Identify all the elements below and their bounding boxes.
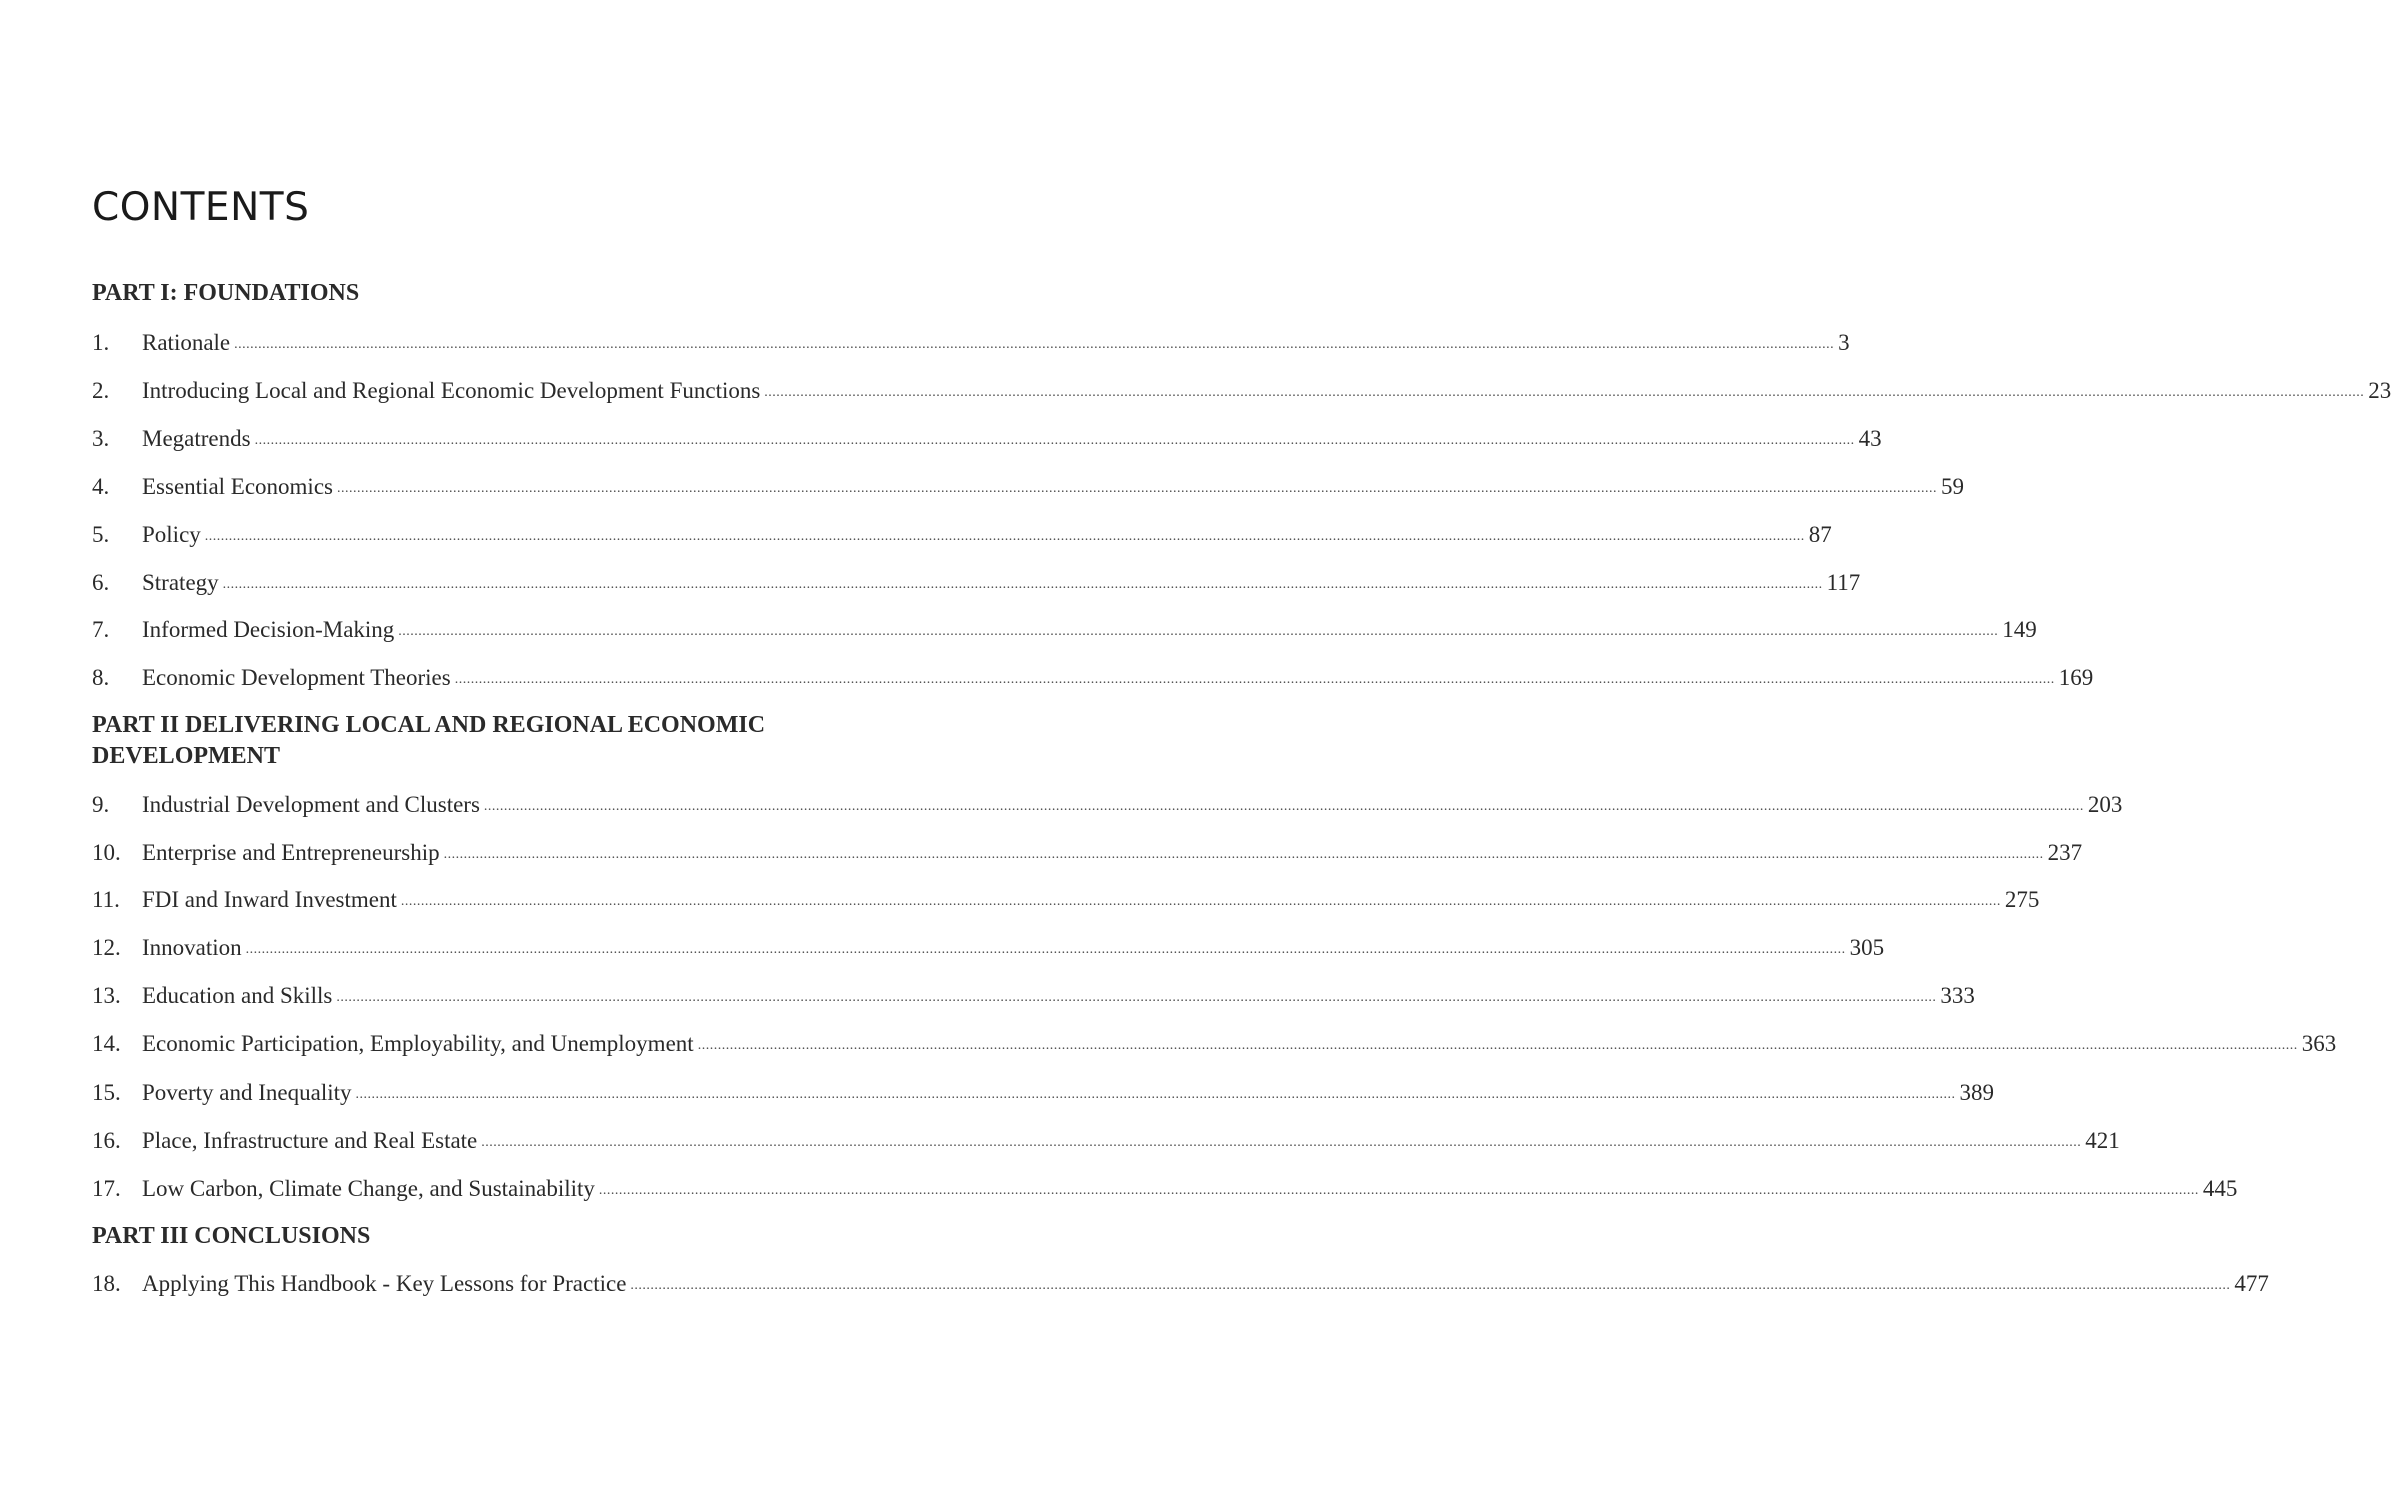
- chapter-number: 11.: [92, 887, 120, 912]
- dot-leader: ................................................................................................................................................................................................................................................................................................................................................................................................................: [598, 1183, 2199, 1198]
- page-number: 3: [1838, 330, 1850, 355]
- dot-leader: ................................................................................................................................................................................................................................................................................................................................................................................................................: [245, 942, 1846, 957]
- chapter-title: Economic Participation, Employability, and Unemployment: [142, 1031, 694, 1056]
- toc-entry-2[interactable]: [92, 375, 2391, 407]
- toc-entry-10[interactable]: [92, 837, 2083, 869]
- toc-entry-16[interactable]: [92, 1125, 2120, 1157]
- dot-leader: ................................................................................................................................................................................................................................................................................................................................................................................................................: [764, 385, 2365, 400]
- dot-leader: ................................................................................................................................................................................................................................................................................................................................................................................................................: [336, 990, 1937, 1005]
- page-number: 363: [2301, 1031, 2337, 1056]
- toc-entry-9[interactable]: [92, 789, 2123, 821]
- page-number: 477: [2234, 1271, 2269, 1296]
- page-number: 305: [1849, 935, 1885, 960]
- toc-entry-1[interactable]: [92, 327, 1850, 359]
- page-number: 43: [1858, 426, 1882, 451]
- page-title: CONTENTS: [92, 185, 310, 230]
- toc-entry-8[interactable]: [92, 662, 2094, 694]
- chapter-title: Industrial Development and Clusters: [142, 792, 480, 817]
- chapter-number: 5.: [92, 522, 110, 547]
- part-heading-3: PART III CONCLUSIONS: [92, 1223, 371, 1249]
- page-number: 59: [1941, 474, 1964, 499]
- chapter-number: 18.: [92, 1271, 121, 1296]
- chapter-number: 14.: [92, 1031, 121, 1056]
- page-number: 149: [2002, 617, 2037, 642]
- dot-leader: ................................................................................................................................................................................................................................................................................................................................................................................................................: [697, 1038, 2298, 1053]
- chapter-title: Informed Decision-Making: [142, 617, 395, 642]
- chapter-number: 2.: [92, 378, 110, 403]
- page-number: 23: [2368, 378, 2391, 403]
- chapter-title: Applying This Handbook - Key Lessons for Practice: [142, 1271, 627, 1296]
- chapter-title: Enterprise and Entrepreneurship: [142, 840, 440, 865]
- chapter-number: 10.: [92, 840, 121, 865]
- chapter-title: Education and Skills: [142, 983, 333, 1008]
- part-heading-1: PART I: FOUNDATIONS: [92, 280, 360, 306]
- chapter-number: 9.: [92, 792, 110, 817]
- chapter-title: Strategy: [142, 570, 219, 595]
- chapter-title: Policy: [142, 522, 201, 547]
- chapter-number: 16.: [92, 1128, 121, 1153]
- page-number: 421: [2085, 1128, 2120, 1153]
- dot-leader: ................................................................................................................................................................................................................................................................................................................................................................................................................: [337, 481, 1937, 496]
- dot-leader: ................................................................................................................................................................................................................................................................................................................................................................................................................: [454, 672, 2055, 687]
- page-number: 203: [2087, 792, 2123, 817]
- toc-entry-15[interactable]: [92, 1077, 1995, 1109]
- page-number: 275: [2004, 887, 2040, 912]
- chapter-title: Low Carbon, Climate Change, and Sustainability: [142, 1176, 595, 1201]
- chapter-title: Poverty and Inequality: [142, 1080, 352, 1105]
- chapter-title: Place, Infrastructure and Real Estate: [142, 1128, 478, 1153]
- toc-entry-4[interactable]: [92, 471, 1964, 503]
- dot-leader: ................................................................................................................................................................................................................................................................................................................................................................................................................: [483, 799, 2084, 814]
- dot-leader: ................................................................................................................................................................................................................................................................................................................................................................................................................: [630, 1278, 2231, 1293]
- toc-entry-11[interactable]: [92, 884, 2040, 916]
- toc-entry-18[interactable]: [92, 1268, 2269, 1300]
- page-number: 445: [2202, 1176, 2238, 1201]
- chapter-title: Essential Economics: [142, 474, 333, 499]
- chapter-number: 13.: [92, 983, 121, 1008]
- dot-leader: ................................................................................................................................................................................................................................................................................................................................................................................................................: [443, 847, 2044, 862]
- dot-leader: ................................................................................................................................................................................................................................................................................................................................................................................................................: [254, 433, 1855, 448]
- dot-leader: ................................................................................................................................................................................................................................................................................................................................................................................................................: [481, 1135, 2082, 1150]
- chapter-number: 15.: [92, 1080, 121, 1105]
- chapter-title: Introducing Local and Regional Economic Development Functions: [142, 378, 761, 403]
- part-heading-2: PART II DELIVERING LOCAL AND REGIONAL ECONOMIC DEVELOPMENT: [92, 712, 766, 769]
- toc-entry-12[interactable]: [92, 932, 1885, 964]
- chapter-title: Economic Development Theories: [142, 665, 451, 690]
- dot-leader: ................................................................................................................................................................................................................................................................................................................................................................................................................: [234, 337, 1835, 352]
- chapter-number: 1.: [92, 330, 110, 355]
- page-number: 169: [2058, 665, 2094, 690]
- dot-leader: ................................................................................................................................................................................................................................................................................................................................................................................................................: [222, 577, 1823, 592]
- page-number: 87: [1808, 522, 1832, 547]
- chapter-title: FDI and Inward Investment: [142, 887, 397, 912]
- chapter-number: 7.: [92, 617, 110, 642]
- chapter-number: 6.: [92, 570, 110, 595]
- chapter-number: 4.: [92, 474, 110, 499]
- toc-entry-17[interactable]: [92, 1173, 2238, 1205]
- toc-entry-14[interactable]: [92, 1028, 2337, 1060]
- page-number: 389: [1959, 1080, 1995, 1105]
- toc-entry-5[interactable]: [92, 519, 1832, 551]
- dot-leader: ................................................................................................................................................................................................................................................................................................................................................................................................................: [355, 1087, 1956, 1102]
- dot-leader: ................................................................................................................................................................................................................................................................................................................................................................................................................: [204, 529, 1805, 544]
- toc-entry-3[interactable]: [92, 423, 1882, 455]
- toc-entry-7[interactable]: [92, 614, 2037, 646]
- toc-entry-6[interactable]: [92, 567, 1861, 599]
- toc-entry-13[interactable]: [92, 980, 1975, 1012]
- page-number: 237: [2047, 840, 2083, 865]
- chapter-title: Innovation: [142, 935, 242, 960]
- dot-leader: ................................................................................................................................................................................................................................................................................................................................................................................................................: [398, 624, 1999, 639]
- chapter-number: 12.: [92, 935, 121, 960]
- page-number: 117: [1826, 570, 1861, 595]
- chapter-title: Rationale: [142, 330, 231, 355]
- chapter-number: 3.: [92, 426, 110, 451]
- dot-leader: ................................................................................................................................................................................................................................................................................................................................................................................................................: [400, 894, 2001, 909]
- chapter-number: 8.: [92, 665, 110, 690]
- chapter-title: Megatrends: [142, 426, 251, 451]
- page-number: 333: [1940, 983, 1975, 1008]
- chapter-number: 17.: [92, 1176, 121, 1201]
